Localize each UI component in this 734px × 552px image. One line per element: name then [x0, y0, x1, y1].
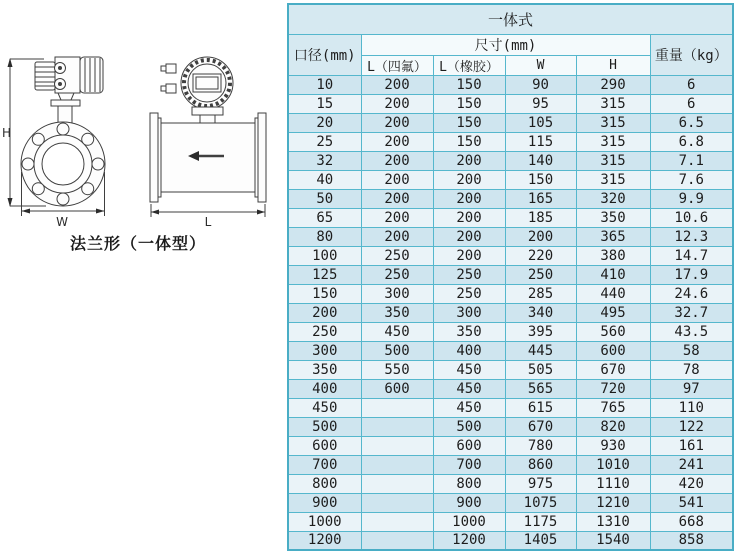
table-cell: 200 [433, 246, 505, 265]
table-cell: 115 [505, 132, 576, 151]
table-cell: 440 [576, 284, 650, 303]
table-cell: 200 [361, 151, 433, 170]
table-row [288, 512, 733, 531]
table-cell: 200 [361, 208, 433, 227]
table-cell [361, 512, 433, 531]
diagram-caption: 法兰形（一体型） [69, 234, 207, 253]
table-row [288, 265, 733, 284]
table-cell: 32.7 [650, 303, 733, 322]
table-cell: 1175 [505, 512, 576, 531]
table-cell: 150 [433, 113, 505, 132]
table-cell: 161 [650, 436, 733, 455]
flange-front [21, 122, 105, 206]
table-cell: 1200 [288, 531, 361, 550]
table-cell [361, 417, 433, 436]
table-cell: 340 [505, 303, 576, 322]
table-cell: 7.6 [650, 170, 733, 189]
table-cell: 220 [505, 246, 576, 265]
table-cell: 241 [650, 455, 733, 474]
table-cell: 930 [576, 436, 650, 455]
table-cell: 100 [288, 246, 361, 265]
table-cell: 320 [576, 189, 650, 208]
table-row [288, 493, 733, 512]
flowmeter-drawing-panel [0, 0, 287, 552]
table-cell: 1010 [576, 455, 650, 474]
meter-body-side [150, 113, 266, 202]
table-cell: 6.8 [650, 132, 733, 151]
table-cell [361, 474, 433, 493]
table-cell: 670 [505, 417, 576, 436]
table-cell: 1075 [505, 493, 576, 512]
table-row [288, 379, 733, 398]
table-row [288, 94, 733, 113]
dimension-l [151, 204, 265, 229]
table-cell: 300 [288, 341, 361, 360]
table-cell: 200 [361, 94, 433, 113]
table-row [288, 113, 733, 132]
table-cell: 140 [505, 151, 576, 170]
table-cell: 380 [576, 246, 650, 265]
table-row [288, 455, 733, 474]
table-cell: 900 [288, 493, 361, 512]
table-cell: 600 [288, 436, 361, 455]
table-cell: 58 [650, 341, 733, 360]
table-cell: 350 [433, 322, 505, 341]
table-cell [361, 455, 433, 474]
table-row [288, 303, 733, 322]
table-cell: 858 [650, 531, 733, 550]
table-cell: 1310 [576, 512, 650, 531]
table-cell: 450 [433, 379, 505, 398]
table-cell: 80 [288, 227, 361, 246]
table-cell: 500 [361, 341, 433, 360]
table-cell: 200 [433, 170, 505, 189]
table-cell [361, 493, 433, 512]
table-row [288, 246, 733, 265]
table-cell: 860 [505, 455, 576, 474]
table-cell: 600 [576, 341, 650, 360]
table-cell: 495 [576, 303, 650, 322]
table-cell: 200 [361, 189, 433, 208]
table-cell [361, 436, 433, 455]
table-cell: 670 [576, 360, 650, 379]
transmitter-side [161, 57, 233, 123]
table-header-row [288, 34, 733, 55]
table-cell: 900 [433, 493, 505, 512]
table-cell: 125 [288, 265, 361, 284]
table-cell: 10.6 [650, 208, 733, 227]
table-cell: 50 [288, 189, 361, 208]
table-row [288, 398, 733, 417]
table-row [288, 189, 733, 208]
table-cell [361, 531, 433, 550]
table-cell: 150 [433, 132, 505, 151]
flowmeter-drawing [0, 0, 287, 552]
table-cell: 200 [288, 303, 361, 322]
col-header-l-rubber: L（橡胶） [433, 55, 505, 75]
table-row [288, 474, 733, 493]
col-header-l-ptfe: L（四氟） [361, 55, 433, 75]
table-cell: 6.5 [650, 113, 733, 132]
table-cell: 550 [361, 360, 433, 379]
table-row [288, 417, 733, 436]
table-row [288, 341, 733, 360]
transmitter-front [35, 57, 103, 123]
table-cell: 15 [288, 94, 361, 113]
table-cell: 200 [361, 170, 433, 189]
table-cell: 541 [650, 493, 733, 512]
table-cell: 315 [576, 170, 650, 189]
table-cell: 780 [505, 436, 576, 455]
table-cell: 668 [650, 512, 733, 531]
table-cell: 350 [576, 208, 650, 227]
table-cell: 410 [576, 265, 650, 284]
table-cell: 420 [650, 474, 733, 493]
table-cell: 200 [433, 189, 505, 208]
table-row [288, 531, 733, 550]
table-cell: 200 [433, 151, 505, 170]
table-row [288, 151, 733, 170]
table-cell: 122 [650, 417, 733, 436]
table-cell: 1540 [576, 531, 650, 550]
table-cell: 40 [288, 170, 361, 189]
col-header-h: H [576, 55, 650, 75]
table-cell: 975 [505, 474, 576, 493]
table-cell: 24.6 [650, 284, 733, 303]
table-cell: 700 [288, 455, 361, 474]
table-cell: 315 [576, 151, 650, 170]
table-cell: 565 [505, 379, 576, 398]
spec-table-panel [287, 3, 734, 551]
col-header-w: W [505, 55, 576, 75]
table-cell: 250 [505, 265, 576, 284]
table-cell: 110 [650, 398, 733, 417]
table-cell: 12.3 [650, 227, 733, 246]
table-cell: 250 [361, 265, 433, 284]
table-cell [361, 398, 433, 417]
table-row [288, 170, 733, 189]
table-cell: 150 [288, 284, 361, 303]
table-row [288, 436, 733, 455]
table-cell: 200 [361, 227, 433, 246]
table-cell: 1210 [576, 493, 650, 512]
table-cell: 17.9 [650, 265, 733, 284]
table-cell: 500 [288, 417, 361, 436]
table-cell: 400 [288, 379, 361, 398]
table-cell: 315 [576, 113, 650, 132]
table-cell: 290 [576, 75, 650, 94]
table-cell: 800 [433, 474, 505, 493]
dim-w-label: W [56, 215, 68, 229]
table-row [288, 360, 733, 379]
table-cell: 1405 [505, 531, 576, 550]
table-cell: 350 [361, 303, 433, 322]
table-cell: 95 [505, 94, 576, 113]
table-cell: 450 [433, 360, 505, 379]
table-cell: 90 [505, 75, 576, 94]
table-cell: 150 [505, 170, 576, 189]
dim-l-label: L [204, 215, 212, 229]
table-cell: 250 [361, 246, 433, 265]
table-cell: 500 [433, 417, 505, 436]
table-cell: 445 [505, 341, 576, 360]
table-cell: 600 [433, 436, 505, 455]
table-cell: 9.9 [650, 189, 733, 208]
table-cell: 20 [288, 113, 361, 132]
spec-table [287, 3, 734, 551]
table-cell: 450 [288, 398, 361, 417]
table-cell: 450 [433, 398, 505, 417]
table-cell: 200 [433, 208, 505, 227]
table-cell: 250 [288, 322, 361, 341]
table-cell: 820 [576, 417, 650, 436]
table-cell: 10 [288, 75, 361, 94]
table-row [288, 322, 733, 341]
col-header-weight: 重量（kg） [650, 34, 733, 75]
table-cell: 250 [433, 265, 505, 284]
table-cell: 150 [433, 94, 505, 113]
table-cell: 1110 [576, 474, 650, 493]
table-cell: 365 [576, 227, 650, 246]
table-cell: 200 [433, 227, 505, 246]
front-view [2, 57, 105, 229]
table-cell: 505 [505, 360, 576, 379]
table-title: 一体式 [288, 4, 733, 34]
table-cell: 14.7 [650, 246, 733, 265]
table-cell: 185 [505, 208, 576, 227]
table-cell: 300 [433, 303, 505, 322]
table-cell: 395 [505, 322, 576, 341]
table-cell: 200 [361, 75, 433, 94]
table-cell: 800 [288, 474, 361, 493]
table-cell: 1200 [433, 531, 505, 550]
table-row [288, 132, 733, 151]
table-cell: 250 [433, 284, 505, 303]
table-cell: 765 [576, 398, 650, 417]
table-cell: 25 [288, 132, 361, 151]
table-cell: 1000 [433, 512, 505, 531]
table-row [288, 208, 733, 227]
table-row [288, 227, 733, 246]
table-cell: 150 [433, 75, 505, 94]
table-cell: 450 [361, 322, 433, 341]
table-cell: 6 [650, 94, 733, 113]
table-cell: 43.5 [650, 322, 733, 341]
table-cell: 400 [433, 341, 505, 360]
table-cell: 300 [361, 284, 433, 303]
table-cell: 700 [433, 455, 505, 474]
table-cell: 105 [505, 113, 576, 132]
spec-table-body [288, 75, 733, 550]
side-view [150, 57, 266, 229]
table-cell: 720 [576, 379, 650, 398]
table-cell: 6 [650, 75, 733, 94]
col-header-size-group: 尺寸(mm) [361, 34, 650, 55]
dim-h-label: H [2, 126, 12, 140]
table-cell: 65 [288, 208, 361, 227]
table-cell: 315 [576, 94, 650, 113]
table-cell: 78 [650, 360, 733, 379]
table-cell: 615 [505, 398, 576, 417]
table-cell: 200 [505, 227, 576, 246]
table-cell: 97 [650, 379, 733, 398]
table-cell: 32 [288, 151, 361, 170]
table-title-row [288, 4, 733, 34]
table-row [288, 75, 733, 94]
table-cell: 285 [505, 284, 576, 303]
table-cell: 600 [361, 379, 433, 398]
table-cell: 7.1 [650, 151, 733, 170]
table-cell: 1000 [288, 512, 361, 531]
table-cell: 350 [288, 360, 361, 379]
table-cell: 560 [576, 322, 650, 341]
table-row [288, 284, 733, 303]
table-cell: 315 [576, 132, 650, 151]
table-cell: 165 [505, 189, 576, 208]
col-header-diameter: 口径(mm) [288, 34, 361, 75]
table-cell: 200 [361, 113, 433, 132]
table-cell: 200 [361, 132, 433, 151]
